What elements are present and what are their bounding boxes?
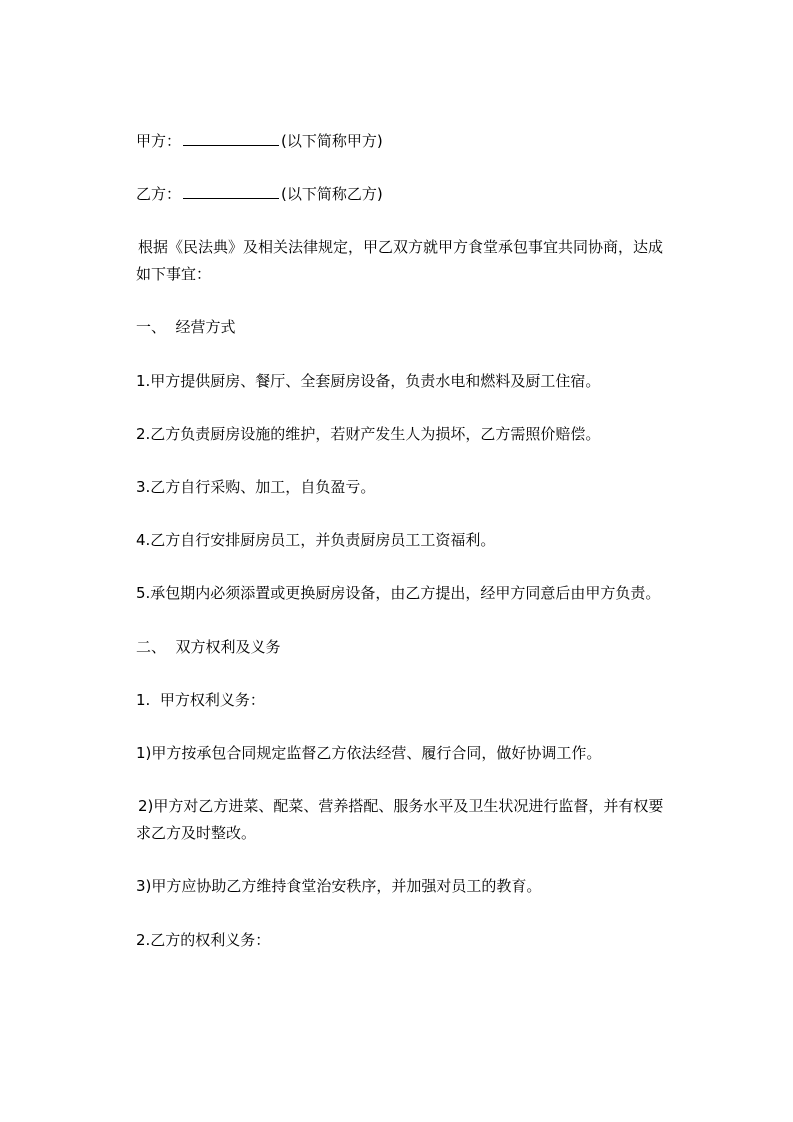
section-1-item: 3.乙方自行采购、加工，自负盈亏。 — [136, 478, 376, 496]
party-b-suffix: (以下简称乙方) — [281, 185, 383, 203]
section-1-heading: 一、 经营方式 — [136, 318, 236, 336]
party-a-right-item-cont: 求乙方及时整改。 — [136, 824, 257, 842]
party-a-suffix: (以下简称甲方) — [281, 132, 383, 150]
intro-line-1: 根据《民法典》及相关法律规定，甲乙双方就甲方食堂承包事宜共同协商，达成 — [138, 238, 664, 256]
party-b-rights-heading: 2.乙方的权利义务： — [136, 931, 271, 949]
party-b-label: 乙方： — [136, 185, 182, 203]
party-a-right-item: 1)甲方按承包合同规定监督乙方依法经营、履行合同，做好协调工作。 — [136, 744, 602, 762]
section-1-item: 5.承包期内必须添置或更换厨房设备，由乙方提出，经甲方同意后由甲方负责。 — [136, 584, 661, 602]
party-a-blank[interactable] — [183, 131, 279, 146]
section-1-item: 2.乙方负责厨房设施的维护，若财产发生人为损坏，乙方需照价赔偿。 — [136, 425, 601, 443]
section-1-item: 1.甲方提供厨房、餐厅、全套厨房设备，负责水电和燃料及厨工住宿。 — [136, 372, 601, 390]
party-a-line — [136, 131, 383, 151]
section-2-heading: 二、 双方权利及义务 — [136, 638, 281, 656]
section-1-item: 4.乙方自行安排厨房员工，并负责厨房员工工资福利。 — [136, 531, 496, 549]
party-b-line — [136, 184, 383, 204]
party-a-rights-heading: 1. 甲方权利义务： — [136, 691, 265, 709]
party-b-blank[interactable] — [183, 184, 279, 199]
intro-line-2: 如下事宜： — [136, 265, 212, 283]
party-a-label: 甲方： — [136, 132, 182, 150]
party-a-right-item: 3)甲方应协助乙方维持食堂治安秩序，并加强对员工的教育。 — [136, 877, 542, 895]
party-a-right-item: 2)甲方对乙方进菜、配菜、营养搭配、服务水平及卫生状况进行监督，并有权要 — [138, 797, 664, 815]
